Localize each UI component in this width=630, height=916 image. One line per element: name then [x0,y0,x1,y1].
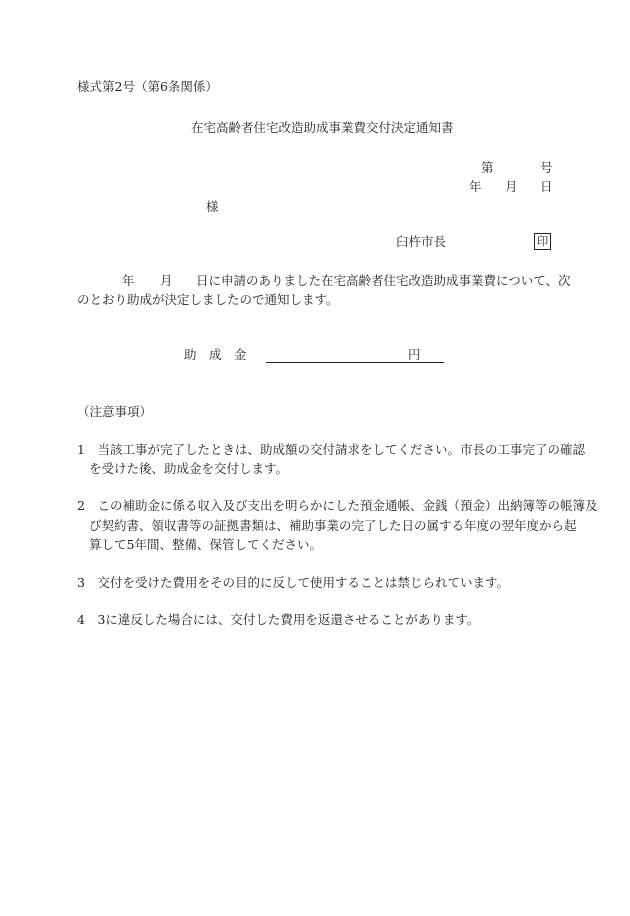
note-2-line-2: び契約書、領収書等の証拠書類は、補助事業の完了した日の属する年度の翌年度から起 [89,518,577,533]
reference-number-prefix: 第 [481,160,494,175]
grant-amount-underline [266,362,444,363]
form-number: 様式第2号（第6条関係） [77,79,218,94]
note-1-line-2: を受けた後、助成金を交付します。 [89,461,289,476]
date-day-label: 日 [540,179,553,194]
date-year-label: 年 [469,179,482,194]
note-3: 3 交付を受けた費用をその目的に反して使用することは禁じられています。 [77,575,509,590]
issuer-name: 臼杵市長 [396,234,447,249]
note-2-line-3: 算して5年間、整備、保管してください。 [89,537,322,552]
body-year-label: 年 [122,273,135,288]
grant-amount-unit: 円 [408,347,421,362]
notes-heading: （注意事項） [77,404,153,419]
note-1-line-1: 1 当該工事が完了したときは、助成額の交付請求をしてください。市長の工事完了の確認 [77,442,585,457]
note-4: 4 3に違反した場合には、交付した費用を返還させることがあります。 [77,612,480,627]
seal-mark: 印 [534,233,551,250]
grant-amount-label: 助 成 金 [184,347,247,362]
date-month-label: 月 [505,179,518,194]
reference-number-suffix: 号 [540,160,553,175]
note-2-line-1: 2 この補助金に係る収入及び支出を明らかにした預金通帳、金銭（預金）出納簿等の帳簿及 [77,498,598,513]
body-text-line-2: のとおり助成が決定しましたので通知します。 [77,292,339,307]
body-text-line-1: 日に申請のありました在宅高齢者住宅改造助成事業費について、次 [196,273,571,288]
addressee-honorific: 様 [206,199,219,214]
body-month-label: 月 [160,273,173,288]
document-title: 在宅高齢者住宅改造助成事業費交付決定通知書 [191,120,454,135]
